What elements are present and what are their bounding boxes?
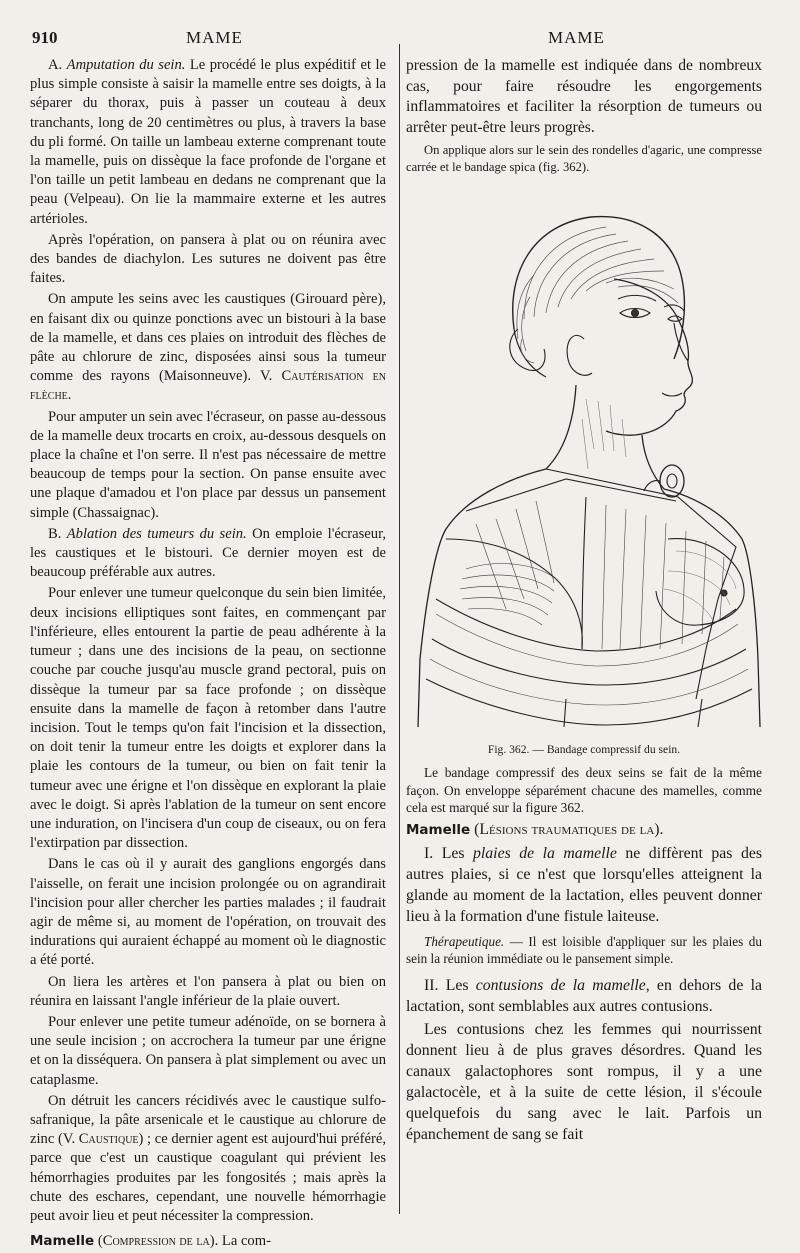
paragraph: On applique alors sur le sein des rondelles d'agaric, une compresse carrée et le bandage spica (fig. 362).: [406, 143, 762, 174]
paragraph-text: , en dehors de la lactation, sont semblables aux autres contusions.: [406, 976, 762, 1015]
paragraph: [406, 843, 762, 927]
entry-lesions: [406, 819, 762, 841]
bandage-illustration: [406, 179, 762, 739]
paragraph: Pour enlever une petite tumeur adénoïde, on se bornera à une seule incision ; on accrochera la tumeur par une érigne et on la disséquera. On pansera à plat simplement ou avec un cataplasme.: [30, 1013, 386, 1088]
right-column: [406, 56, 762, 1147]
section-label: II. Les: [424, 976, 476, 994]
paragraph-text: On détruit les cancers récidivés avec le caustique sulfo-safranique, la pâte arsenicale et le caustique au chlorure de zinc (V.: [30, 1092, 386, 1148]
page-number: 910: [32, 28, 58, 47]
running-head-left: MAME: [186, 28, 243, 47]
column-divider: [399, 44, 400, 1214]
paragraph-text: La com-: [218, 1233, 271, 1250]
entry-headword: Mamelle: [30, 1233, 95, 1250]
paragraph: Pour enlever une tumeur quelconque du sein bien limitée, deux incisions elliptiques sont faites, en commençant par l'inférieure, elles entourent la partie de peau adhérente à la tumeur ; dans une des incisions de la peau, on sectionne couche par couche jusqu'au muscle grand pectoral, puis on dissèque la tumeur par sa face profonde ; on dissèque ensuite dans la mamelle de façon à retomber dans l'autre incision. Tout le temps qu'on fait l'incision et la dissection, on doit tenir la tumeur entre les doigts et explorer dans la plaie les contours de la tumeur, ou bien on fait tenir la tumeur avec une érigne et l'on dissèque en explorant la plaie avec le doigt. Si après l'ablation de la tumeur on sent encore une induration, on l'incisera d'un coup de ciseaux, ou on fera l'extirpation par dissection.: [30, 585, 386, 852]
entry-compression: [30, 1232, 386, 1251]
figure-362: [406, 179, 762, 739]
paragraph-text: On emploie l'écraseur, les caustiques et le bistouri. Ce dernier moyen est de beaucoup préférable aux autres.: [30, 525, 387, 581]
paragraph-text: Le procédé le plus expéditif et le plus simple consiste à saisir la mamelle entre ses doigts, à la séparer du thorax, puis à passer un couteau à deux tranchants, long de 20 centimètres ou plus, à travers la base du pli formé. On taille un lambeau externe comprenant toute la mamelle, puis on dissèque la face profonde de l'organe et l'on taille un petit lambeau en dedans ne comprenant que la peau (Velpeau). On lie la mammaire externe et les autres artérioles.: [30, 57, 386, 227]
entry-headword: Mamelle: [406, 821, 471, 838]
paragraph-text: ) ; ce dernier agent est aujourd'hui préféré, parce que c'est un caustique coagulant qui prévient les hémorrhagies produites par les fongosités ; mais après la chute des eschares, cependant, une nouvelle hémorrhagie peut avoir lieu et peut nécessiter la compression.: [30, 1131, 386, 1224]
entry-subheading: (Lésions traumatiques de la).: [474, 820, 664, 838]
paragraph-text: ne diffèrent pas des autres plaies, si ce n'est que lorsqu'elles atteignent la glande au moment de la lactation, elles peuvent donner lieu à la formation d'une fistule laiteuse.: [406, 844, 762, 925]
cross-reference: Cautérisation en flèche.: [30, 368, 386, 404]
entry-subheading: (Compression de la).: [97, 1233, 219, 1250]
paragraph: [30, 290, 386, 405]
section-heading: Ablation des tumeurs du sein.: [66, 525, 247, 542]
paragraph: Le bandage compressif des deux seins se fait de la même façon. On enveloppe séparément chacune des mamelles, comme cela est marqué sur la figure 362.: [406, 765, 762, 815]
running-head-right: MAME: [548, 28, 605, 47]
paragraph: Pour amputer un sein avec l'écraseur, on passe au-dessous de la mamelle deux trocarts en croix, au-dessous desquels on place la chaîne et l'on serre. Il n'est pas nécessaire de mettre beaucoup de temps pour la section. On panse ensuite avec une plaque d'amadou et l'on place par dessus un pansement simple (Chassaignac).: [30, 408, 387, 521]
paragraph: [406, 933, 762, 967]
section-heading: contusions de la mamelle: [475, 976, 646, 994]
section-heading: Thérapeutique.: [424, 933, 505, 949]
section-heading: Amputation du sein.: [66, 57, 186, 73]
section-label: I. Les: [424, 844, 473, 862]
paragraph-text: — Il est loisible d'appliquer sur les plaies du sein la réunion immédiate ou le pansement simple.: [406, 933, 762, 966]
paragraph: Après l'opération, on pansera à plat ou on réunira avec des bandes de diachylon. Les sutures ne doivent pas être faites.: [30, 231, 386, 287]
paragraph-amputation: [30, 56, 386, 229]
left-column: [30, 56, 386, 1253]
paragraph: Dans le cas où il y aurait des ganglions engorgés dans l'aisselle, on ferait une incision prolongée ou on agrandirait l'incision pour aller chercher les parties malades ; il faudrait agir de même si, au moment de l'opération, on trouvait des indurations qui auraient échappé au moment où le diagnostic a été porté.: [30, 856, 386, 969]
paragraph-ablation: [30, 525, 386, 583]
cross-reference: Caustique: [78, 1131, 139, 1148]
paragraph: [406, 975, 762, 1017]
section-label: B.: [48, 525, 62, 542]
section-heading: plaies de la mamelle: [473, 844, 617, 862]
section-label: A.: [48, 57, 63, 73]
paragraph-text: On ampute les seins avec les caustiques (Girouard père), en faisant dix ou quinze ponctions avec un bistouri à la base de la mamelle, et dans ces plaies on introduit des flèches de pâte au chlorure de zinc, disposées ainsi sous la tumeur comme des rayons (Maisonneuve). V.: [30, 291, 386, 385]
paragraph: [30, 1092, 386, 1226]
paragraph: On liera les artères et l'on pansera à plat ou bien on réunira en laissant l'angle inférieur de la plaie ouvert.: [30, 973, 386, 1009]
paragraph: Les contusions chez les femmes qui nourrissent donnent lieu à de plus graves désordres. Quand les canaux galactophores sont rompus, il y a une galactocèle, et à la suite de cette lésion, il s'écoule quelquefois du sang avec le lait. Parfois un épanchement de sang se fait: [406, 1020, 762, 1143]
figure-caption: Fig. 362. — Bandage compressif du sein.: [487, 743, 681, 756]
paragraph: pression de la mamelle est indiquée dans de nombreux cas, pour faire résoudre les engorgements inflammatoires et faciliter la résorption de tumeurs ou arrêter peut-être leurs progrès.: [406, 57, 762, 136]
